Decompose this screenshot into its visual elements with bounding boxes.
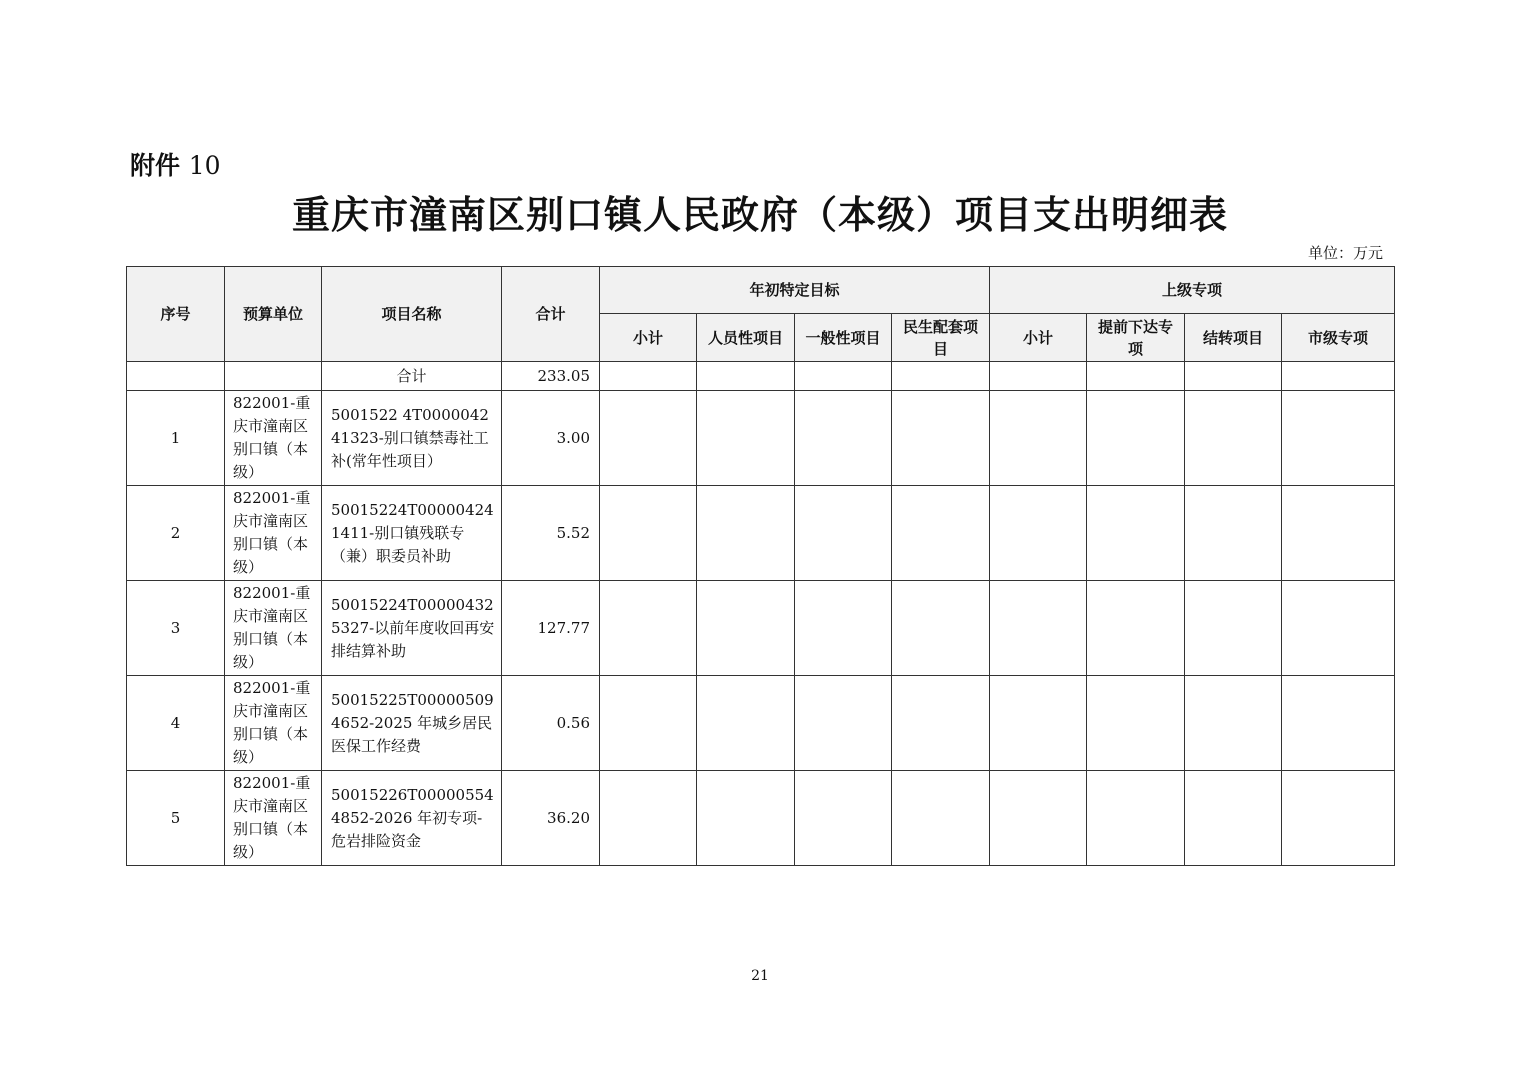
header-g1-subtotal: 小计 [600,314,697,362]
attachment-number: 10 [188,151,221,180]
row-project-name: 50015225T000005094652-2025 年城乡居民医保工作经费 [322,676,502,771]
table-row [127,486,1395,581]
page-title: 重庆市潼南区别口镇人民政府（本级）项目支出明细表 [291,192,1228,237]
header-g2-subtotal: 小计 [990,314,1087,362]
header-budget-unit: 预算单位 [225,267,322,362]
header-g1-general: 一般性项目 [795,314,892,362]
row-total: 3.00 [502,391,600,486]
table-row [127,391,1395,486]
header-total: 合计 [502,267,600,362]
table-row [127,676,1395,771]
row-total: 0.56 [502,676,600,771]
row-project-name: 50015224T000004241411-别口镇残联专（兼）职委员补助 [322,486,502,581]
header-g1-personnel: 人员性项目 [697,314,795,362]
unit-label: 单位：万元 [1307,244,1383,262]
row-budget-unit: 822001-重庆市潼南区别口镇（本级） [225,391,322,486]
header-group-annual-target: 年初特定目标 [600,267,990,314]
project-expense-table [126,266,1395,866]
table-row [127,581,1395,676]
row-seq: 2 [127,486,225,581]
row-budget-unit: 822001-重庆市潼南区别口镇（本级） [225,771,322,866]
row-seq: 3 [127,581,225,676]
row-seq: 4 [127,676,225,771]
header-g2-carryover: 结转项目 [1185,314,1282,362]
header-g1-livelihood: 民生配套项目 [892,314,990,362]
attachment-label [130,146,221,182]
row-budget-unit: 822001-重庆市潼南区别口镇（本级） [225,486,322,581]
header-project-name: 项目名称 [322,267,502,362]
table-row [127,771,1395,866]
attachment-text: 附件 [130,151,181,180]
row-total: 5.52 [502,486,600,581]
row-seq: 1 [127,391,225,486]
header-g2-advance: 提前下达专项 [1087,314,1185,362]
sum-label: 合计 [322,362,502,391]
row-total: 36.20 [502,771,600,866]
row-total: 127.77 [502,581,600,676]
header-seq: 序号 [127,267,225,362]
header-g2-municipal: 市级专项 [1282,314,1395,362]
row-budget-unit: 822001-重庆市潼南区别口镇（本级） [225,676,322,771]
page-number: 21 [751,968,769,984]
row-project-name: 50015226T000005544852-2026 年初专项-危岩排险资金 [322,771,502,866]
header-group-superior-special: 上级专项 [990,267,1395,314]
header-row-1 [127,267,1395,314]
sum-row [127,362,1395,391]
sum-total: 233.05 [502,362,600,391]
row-project-name: 50015224T000004325327-以前年度收回再安排结算补助 [322,581,502,676]
row-project-name: 5001522 4T000004241323-别口镇禁毒社工补(常年性项目） [322,391,502,486]
row-budget-unit: 822001-重庆市潼南区别口镇（本级） [225,581,322,676]
row-seq: 5 [127,771,225,866]
